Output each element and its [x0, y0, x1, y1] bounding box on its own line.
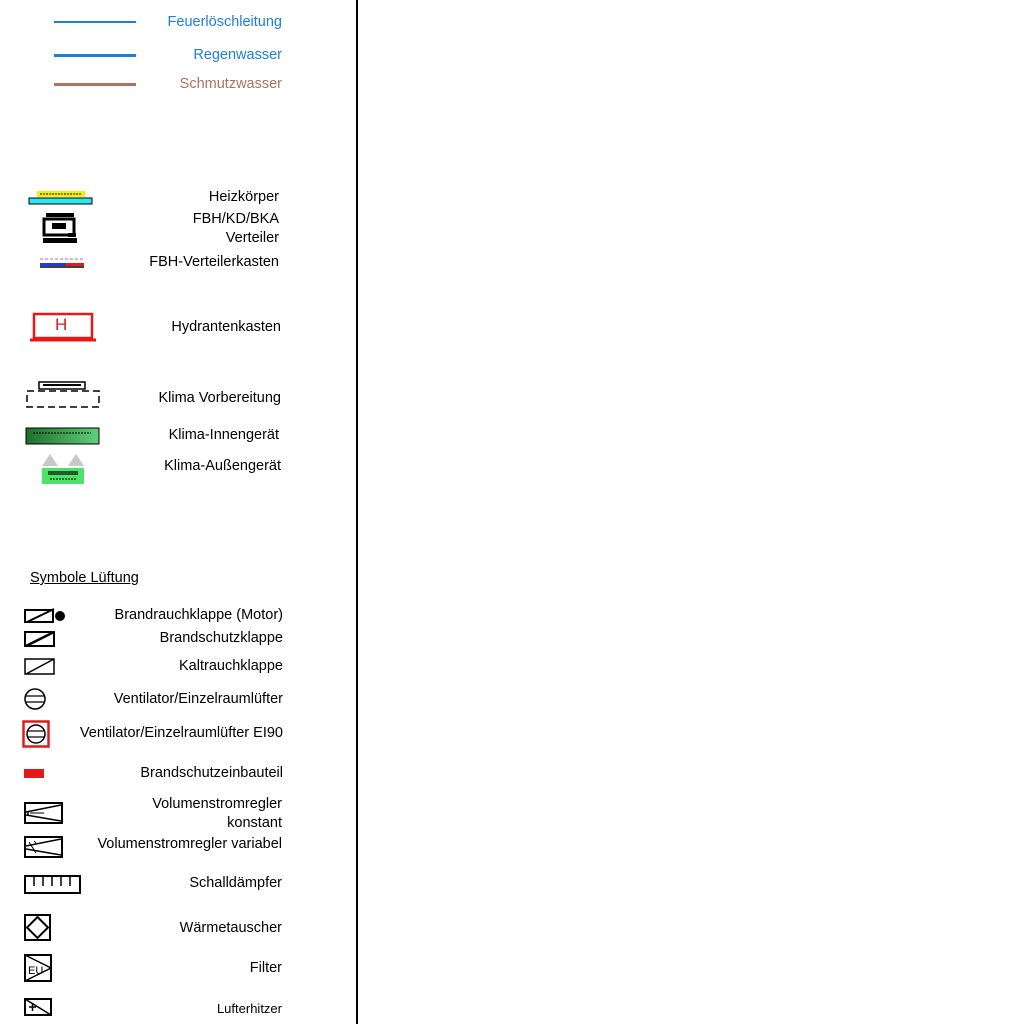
heizkoerper-icon [28, 190, 94, 206]
klima-aussengeraet-icon [38, 452, 88, 488]
lufterhitzer-icon [24, 998, 54, 1018]
label-volumenstromregler-konstant: Volumenstromregler konstant [152, 796, 282, 831]
fbh-verteilerkasten-icon [38, 254, 86, 270]
label-ventilator-ei90: Ventilator/Einzelraumlüfter EI90 [79, 725, 283, 741]
label-ventilator: Ventilator/Einzelraumlüfter [113, 691, 283, 707]
label-hydrantenkasten: Hydrantenkasten [171, 319, 281, 335]
label-lufterhitzer: Lufterhitzer [216, 1001, 282, 1016]
label-brandrauchklappe: Brandrauchklappe (Motor) [114, 607, 283, 623]
pipe-line-regenwasser-icon [54, 54, 136, 57]
fbh-verteiler-icon [42, 211, 82, 247]
label-klima-aussengeraet: Klima-Außengerät [164, 458, 281, 474]
filter-glyph: EU [28, 965, 44, 977]
volumenstromregler-variabel-icon [24, 835, 64, 859]
label-waermetauscher: Wärmetauscher [179, 920, 282, 936]
label-volumenstromregler-variabel: Volumenstromregler variabel [97, 836, 282, 852]
label-kaltrauchklappe: Kaltrauchklappe [179, 658, 283, 674]
label-regenwasser: Regenwasser [193, 47, 282, 63]
hydrant-letter: H [55, 315, 68, 334]
label-brandschutzeinbauteil: Brandschutzeinbauteil [140, 765, 283, 781]
label-klima-innengeraet: Klima-Innengerät [168, 427, 279, 443]
lueftung-heading: Symbole Lüftung [30, 570, 139, 586]
volumenstromregler-konstant-icon [24, 801, 64, 825]
kaltrauchklappe-icon [24, 657, 56, 677]
vertical-divider [356, 0, 358, 1024]
label-klima-vorbereitung: Klima Vorbereitung [158, 390, 281, 406]
waermetauscher-icon [24, 914, 52, 942]
brandschutzklappe-icon [24, 630, 56, 648]
pipe-line-feuerloesch-icon [54, 21, 136, 23]
label-heizkoerper: Heizkörper [208, 189, 279, 205]
brandrauchklappe-motor-icon [24, 607, 68, 625]
klima-vorbereitung-icon [25, 381, 101, 411]
label-fbh-verteilerkasten: FBH-Verteilerkasten [149, 254, 279, 270]
label-schalldaempfer: Schalldämpfer [189, 875, 282, 891]
ventilator-ei90-icon [22, 720, 50, 748]
klima-innengeraet-icon [25, 426, 101, 446]
label-schmutzwasser: Schmutzwasser [179, 76, 282, 92]
label-fbh-verteiler: FBH/KD/BKA Verteiler [192, 211, 279, 246]
label-filter: Filter [249, 960, 282, 976]
schalldaempfer-icon [24, 874, 82, 896]
pipe-line-schmutzwasser-icon [54, 83, 136, 86]
brandschutzeinbauteil-icon [24, 769, 44, 778]
label-feuerloeschleitung: Feuerlöschleitung [167, 14, 282, 30]
ventilator-icon [23, 687, 49, 713]
label-brandschutzklappe: Brandschutzklappe [159, 630, 283, 646]
